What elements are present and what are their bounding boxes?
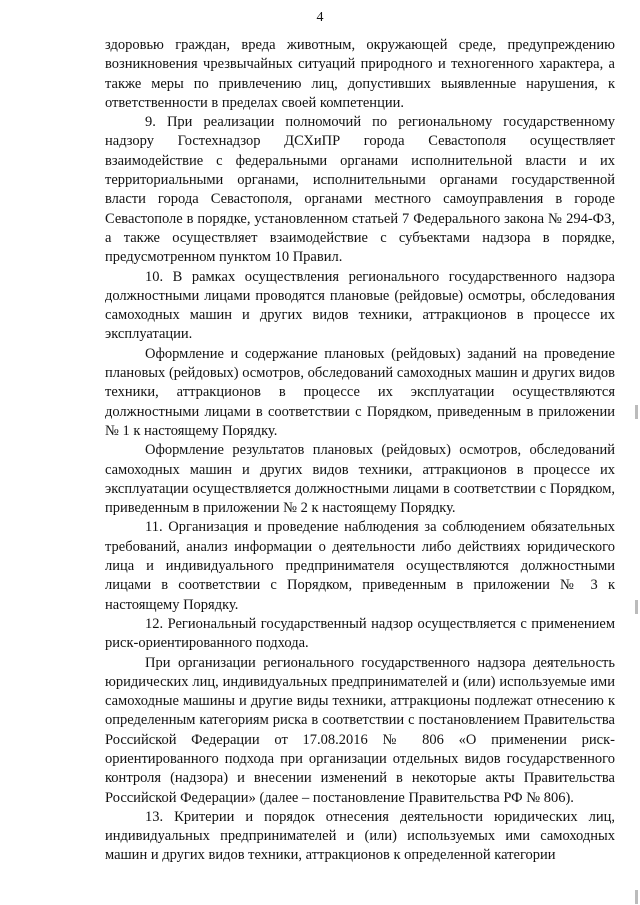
paragraph-10-results: Оформление результатов плановых (рейдовых) осмотров, обследований самоходных машин и других видов техники, аттракционов в процессе их эксплуатации осуществляется должностными лицами в соответствии с Порядком, приведенным в приложении № 2 к настоящему Порядку. — [105, 442, 615, 517]
paragraph-12-risk: При организации регионального государственного надзора деятельность юридических лиц, индивидуальных предпринимателей и (или) используемые ими самоходные машины и другие виды техники, аттракционы подлежат отнесению к определенным категориям риска в соответствии с постановлением Правительства Российской Федерации от 17.08.2016 № 806 «О применении риск-ориентированного подхода при организации отдельных видов государственного контроля (надзора) и внесении изменений в некоторые акты Правительства Российской Федерации» (далее – постановление Правительства РФ № 806). — [105, 654, 615, 806]
scan-edge-mark — [635, 890, 638, 904]
paragraph-10: 10. В рамках осуществления регионального государственного надзора должностными лицами проводятся плановые (рейдовые) осмотры, обследования самоходных машин и других видов техники, аттракционов в процессе их эксплуатации. — [105, 268, 615, 343]
document-body — [105, 36, 615, 866]
scan-edge-mark — [635, 600, 638, 614]
paragraph-10-assignments: Оформление и содержание плановых (рейдовых) заданий на проведение плановых (рейдовых) осмотров, обследований самоходных машин и других видов техники, аттракционов в процессе их эксплуатации осуществляются должностными лицами в соответствии с Порядком, приведенным в приложении № 1 к настоящему Порядку. — [105, 345, 615, 439]
paragraph-9: 9. При реализации полномочий по региональному государственному надзору Гостехнадзор ДСХиПР города Севастополя осуществляет взаимодействие с федеральными органами исполнительной власти и их территориальными органами, исполнительными органами государственной власти города Севастополя, органами местного самоуправления в городе Севастополе в порядке, установленном статьей 7 Федерального закона № 294-ФЗ, а также осуществляет взаимодействие с субъектами надзора в порядке, предусмотренном пунктом 10 Правил. — [105, 114, 615, 266]
paragraph-12: 12. Региональный государственный надзор осуществляется с применением риск-ориентированного подхода. — [105, 615, 615, 652]
paragraph-continuation: здоровью граждан, вреда животным, окружающей среде, предупреждению возникновения чрезвычайных ситуаций природного и техногенного характера, а также меры по привлечению лиц, допустивших выявленные нарушения, к ответственности в пределах своей компетенции. — [105, 37, 615, 111]
paragraph-13: 13. Критерии и порядок отнесения деятельности юридических лиц, индивидуальных предпринимателей и (или) используемых ими самоходных машин и других видов техники, аттракционов к определенной категории — [105, 808, 615, 864]
page-number: 4 — [316, 10, 324, 25]
paragraph-11: 11. Организация и проведение наблюдения за соблюдением обязательных требований, анализ информации о деятельности либо действиях юридического лица и индивидуального предпринимателя осуществляются должностными лицами в соответствии с Порядком, приведенным в приложении № 3 к настоящему Порядку. — [105, 519, 615, 613]
scan-edge-mark — [635, 405, 638, 419]
